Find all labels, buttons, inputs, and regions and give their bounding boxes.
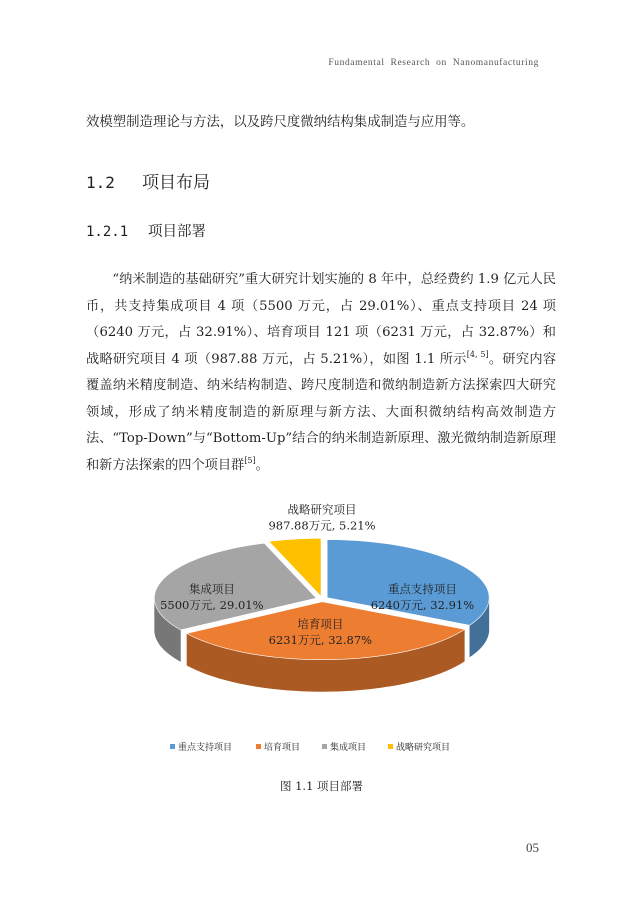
paragraph-text-3: 。 [255,457,269,473]
legend-swatch-2 [322,744,327,749]
running-header: Fundamental Research on Nanomanufacturing [328,58,539,68]
paragraph-text-2: 。研究内容覆盖纳米精度制造、纳米结构制造、跨尺度制造和微纳制造新方法探索四大研究领域，形成了纳米精度制造的新原理与新方法、大面积微纳结构高效制造方法、“Top-Down”与“Bottom-Up”结合的纳米制造新原理、激光微纳制造新原理和新方法探索的四个项目群 [86,351,557,473]
figure-caption: 图 1.1 项目部署 [279,779,364,793]
legend-swatch-1 [256,744,261,749]
legend-item-1: 培育项目 [264,743,301,753]
legend-swatch-3 [388,744,393,749]
subsection-title: 项目部署 [148,224,206,240]
legend-item-0: 重点支持项目 [178,743,233,753]
legend-item-3: 战略研究项目 [396,743,451,753]
legend-swatch-0 [170,744,175,749]
citation-ref-1[interactable]: [4, 5] [466,349,489,359]
pie-label-value-1: 6231万元, 32.87% [268,632,373,647]
pie-label-value-3: 987.88万元, 5.21% [268,518,376,533]
section-heading [86,168,210,193]
subsection-heading [86,220,206,241]
pie-label-name-2: 集成项目 [188,582,235,597]
pie-label-name-3: 战略研究项目 [287,502,357,517]
intro-line: 效模塑制造理论与方法，以及跨尺度微纳结构集成制造与应用等。 [86,115,475,130]
pie-label-name-1: 培育项目 [297,616,344,631]
pie-label-value-2: 5500万元, 29.01% [160,598,264,613]
pie-chart [130,497,513,759]
pie-label-name-0: 重点支持项目 [387,582,457,597]
chart-legend [170,741,450,753]
legend-item-2: 集成项目 [330,743,367,753]
section-number: 1.2 [86,173,115,192]
subsection-number: 1.2.1 [86,224,129,240]
body-paragraph [86,267,556,479]
pie-label-value-0: 6240万元, 32.91% [370,598,475,613]
paragraph-text-1: “纳米制造的基础研究”重大研究计划实施的 8 年中，总经费约 1.9 亿元人民币，共支持集成项目 4 项（5500 万元，占 29.01%）、重点支持项目 24 项（6240 万元，占 32.91%）、培育项目 121 项（6231 万元，占 32.87%）和战略研究项目 4 项（987.88 万元，占 5.21%），如图 1.1 所示 [86,272,556,367]
page-number: 05 [526,840,539,855]
citation-ref-2[interactable]: [5] [244,455,256,465]
section-title: 项目布局 [142,173,210,193]
pie-chart-svg [130,497,513,759]
